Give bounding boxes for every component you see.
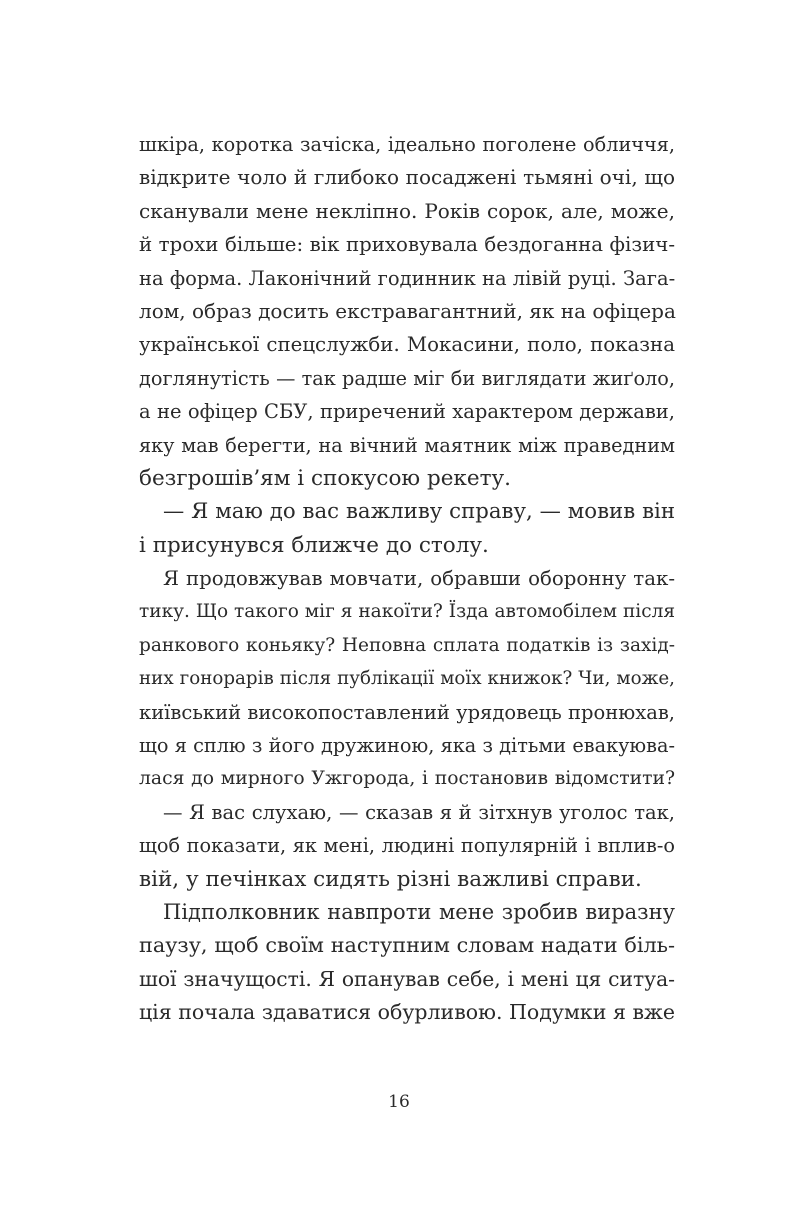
text-line: шої значущості. Я опанував себе, і мені ця ситуа- [139,966,675,991]
text-line: ція почала здаватися обурливою. Подумки я вже [139,1000,675,1025]
text-line: — Я маю до вас важливу справу, — мовив він [163,499,675,525]
text-line: сканували мене некліпно. Років сорок, але, може, [139,198,675,223]
text-line: і присунувся ближче до столу. [139,532,489,558]
text-line: а не офіцер СБУ, приречений характером держави, [139,400,675,424]
text-line: лася до мирного Ужгорода, і постановив відомстити? [139,768,675,790]
page-number: 16 [388,1092,410,1112]
text-line: доглянутість — так радше міг би виглядати жиґоло, [139,366,675,390]
text-line: на форма. Лаконічний годинник на лівій руці. Зага- [139,266,676,290]
text-line: Підполковник навпроти мене зробив виразну [163,899,675,924]
text-line: ранкового коньяку? Неповна сплата податків із захід- [139,634,675,656]
text-line: безгрошів’ям і спокусою рекету. [139,465,511,491]
text-line: київський високопоставлений урядовець пронюхав, [139,700,675,724]
text-line: яку мав берегти, на вічний маятник між праведним [139,433,675,457]
text-line: щоб показати, як мені, людині популярній і вплив-о [139,834,675,858]
text-line: української спецслужби. Мокасини, поло, показна [139,333,675,357]
text-line: них гонорарів після публікації моїх книжок? Чи, може, [139,668,675,690]
text-line: тику. Що такого міг я накоїти? Їзда автомобілем після [139,601,675,623]
text-line: вій, у печінках сидять різні важливі справи. [139,866,642,892]
text-line: лом, образ досить екстравагантний, як на офіцера [139,298,676,323]
text-line: Я продовжував мовчати, обравши оборонну так- [163,567,675,591]
text-line: шкіра, коротка зачіска, ідеально поголене обличчя, [139,133,675,156]
text-line: що я сплю з його дружиною, яка з дітьми евакуюва- [139,734,675,758]
text-line: паузу, щоб своїм наступним словам надати біль- [139,933,675,958]
text-line: відкрите чоло й глибоко посаджені тьмяні очі, що [139,165,675,190]
text-line: — Я вас слухаю, — сказав я й зітхнув уголос так, [163,800,675,824]
body-text [139,128,675,1030]
text-line: й трохи більше: вік приховувала бездоганна фізич- [139,233,675,257]
